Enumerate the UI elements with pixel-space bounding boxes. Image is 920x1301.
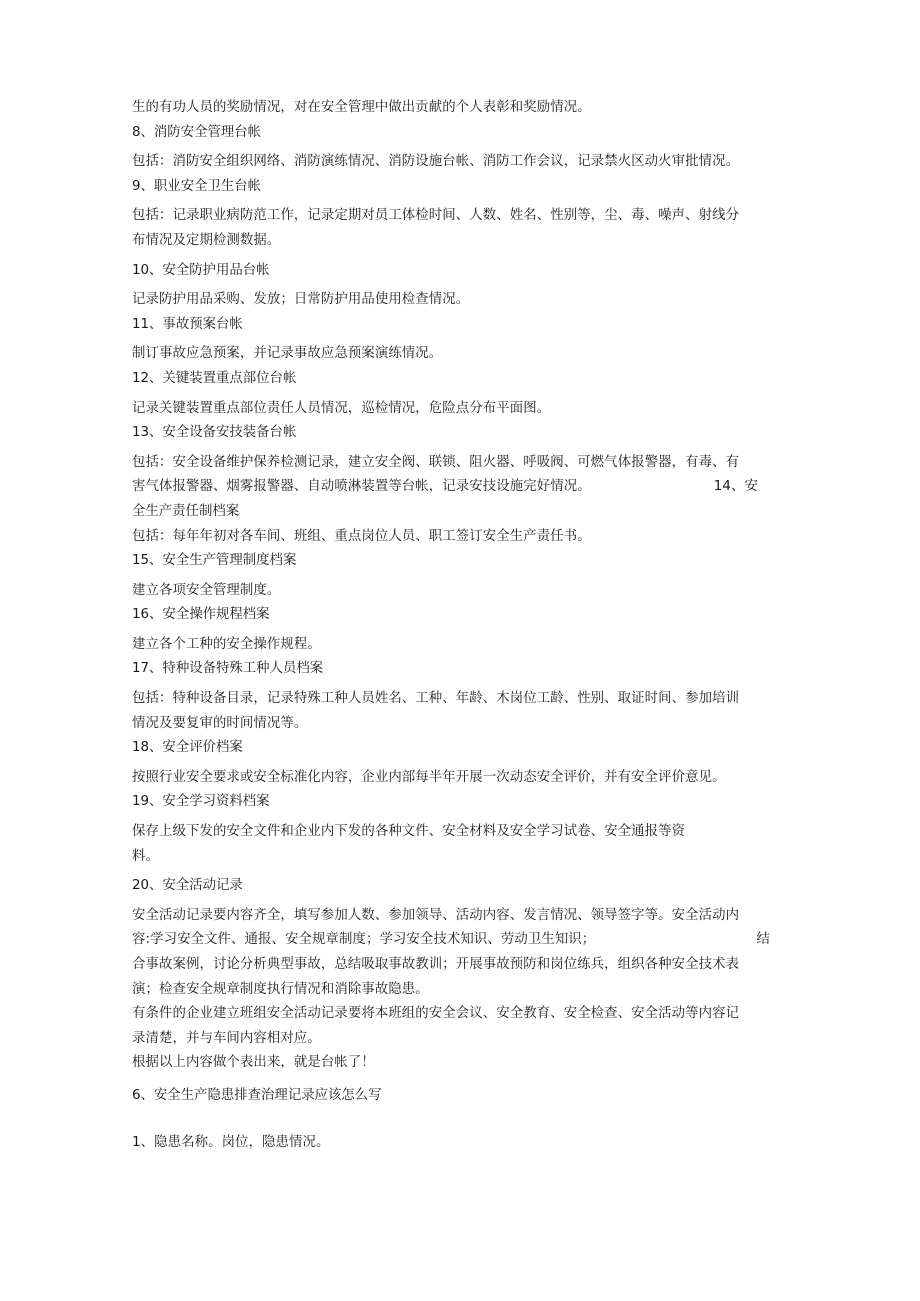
paragraph-line-left: 容:学习安全文件、通报、安全规章制度；学习安全技术知识、劳动卫生知识； bbox=[132, 932, 596, 948]
paragraph-line: 记录防护用品采购、发放；日常防护用品使用检查情况。 bbox=[132, 292, 470, 308]
paragraph-line: 包括：消防安全组织网络、消防演练情况、消防设施台帐、消防工作会议，记录禁火区动火审批情况。 bbox=[132, 154, 740, 170]
section-heading-9: 9、职业安全卫生台帐 bbox=[132, 178, 262, 194]
section-heading-17: 17、特种设备特殊工种人员档案 bbox=[132, 661, 324, 677]
section-heading-13: 13、安全设备安技装备台帐 bbox=[132, 425, 297, 441]
paragraph-line: 料。 bbox=[132, 848, 159, 864]
paragraph-line: 演；检查安全规章制度执行情况和消除事故隐患。 bbox=[132, 981, 429, 997]
section-heading-6-hazard-record: 6、安全生产隐患排查治理记录应该怎么写 bbox=[132, 1087, 382, 1103]
paragraph-line: 按照行业安全要求或安全标准化内容，企业内部每半年开展一次动态安全评价，并有安全评价意见。 bbox=[132, 769, 726, 785]
section-heading-11: 11、事故预案台帐 bbox=[132, 316, 243, 332]
paragraph-line: 生的有功人员的奖励情况，对在安全管理中做出贡献的个人表彰和奖励情况。 bbox=[132, 100, 591, 115]
paragraph-line: 1、隐患名称。岗位，隐患情况。 bbox=[132, 1134, 330, 1150]
paragraph-line: 录清楚，并与车间内容相对应。 bbox=[132, 1030, 321, 1046]
paragraph-line-right: 14、安 bbox=[713, 479, 758, 495]
paragraph-line-split bbox=[132, 928, 796, 953]
section-heading-18: 18、安全评价档案 bbox=[132, 740, 243, 756]
paragraph-line: 安全活动记录要内容齐全，填写参加人数、参加领导、活动内容、发言情况、领导签字等。安全活动内 bbox=[132, 907, 740, 923]
paragraph-line: 制订事故应急预案，并记录事故应急预案演练情况。 bbox=[132, 346, 443, 362]
section-heading-14: 全生产责任制档案 bbox=[132, 503, 240, 519]
paragraph-line: 包括：每年年初对各车间、班组、重点岗位人员、职工签订安全生产责任书。 bbox=[132, 528, 591, 544]
paragraph-line: 建立各项安全管理制度。 bbox=[132, 582, 281, 598]
paragraph-line: 建立各个工种的安全操作规程。 bbox=[132, 636, 321, 652]
paragraph-line-split bbox=[132, 475, 796, 500]
section-heading-19: 19、安全学习资料档案 bbox=[132, 794, 270, 810]
paragraph-line: 根据以上内容做个表出来，就是台帐了！ bbox=[132, 1055, 375, 1071]
paragraph-line: 包括：特种设备目录，记录特殊工种人员姓名、工种、年龄、木岗位工龄、性别、取证时间、参加培训 bbox=[132, 691, 740, 707]
paragraph-line-right: 结 bbox=[756, 932, 770, 948]
paragraph-line: 包括：安全设备维护保养检测记录，建立安全阀、联锁、阻火器、呼吸阀、可燃气体报警器，有毒、有 bbox=[132, 454, 740, 470]
section-heading-16: 16、安全操作规程档案 bbox=[132, 607, 270, 623]
paragraph-line: 布情况及定期检测数据。 bbox=[132, 232, 281, 248]
section-heading-8: 8、消防安全管理台帐 bbox=[132, 124, 262, 140]
document-body bbox=[132, 96, 796, 1155]
paragraph-line: 合事故案例，讨论分析典型事故，总结吸取事故教训；开展事故预防和岗位练兵，组织各种安全技术表 bbox=[132, 957, 740, 972]
paragraph-line: 记录关键装置重点部位责任人员情况，巡检情况，危险点分布平面图。 bbox=[132, 400, 551, 416]
paragraph-line: 保存上级下发的安全文件和企业内下发的各种文件、安全材料及安全学习试卷、安全通报等资 bbox=[132, 824, 686, 840]
section-heading-20: 20、安全活动记录 bbox=[132, 878, 243, 894]
section-heading-12: 12、关键装置重点部位台帐 bbox=[132, 370, 297, 386]
paragraph-line: 情况及要复审的时间情况等。 bbox=[132, 715, 308, 731]
paragraph-line: 有条件的企业建立班组安全活动记录要将本班组的安全会议、安全教育、安全检查、安全活动等内容记 bbox=[132, 1006, 740, 1022]
paragraph-line: 包括：记录职业病防范工作，记录定期对员工体检时间、人数、姓名、性别等，尘、毒、噪声、射线分 bbox=[132, 208, 740, 224]
paragraph-line-left: 害气体报警器、烟雾报警器、自动喷淋装置等台帐，记录安技设施完好情况。 bbox=[132, 479, 591, 495]
section-heading-15: 15、安全生产管理制度档案 bbox=[132, 553, 297, 569]
section-heading-10: 10、安全防护用品台帐 bbox=[132, 262, 270, 278]
